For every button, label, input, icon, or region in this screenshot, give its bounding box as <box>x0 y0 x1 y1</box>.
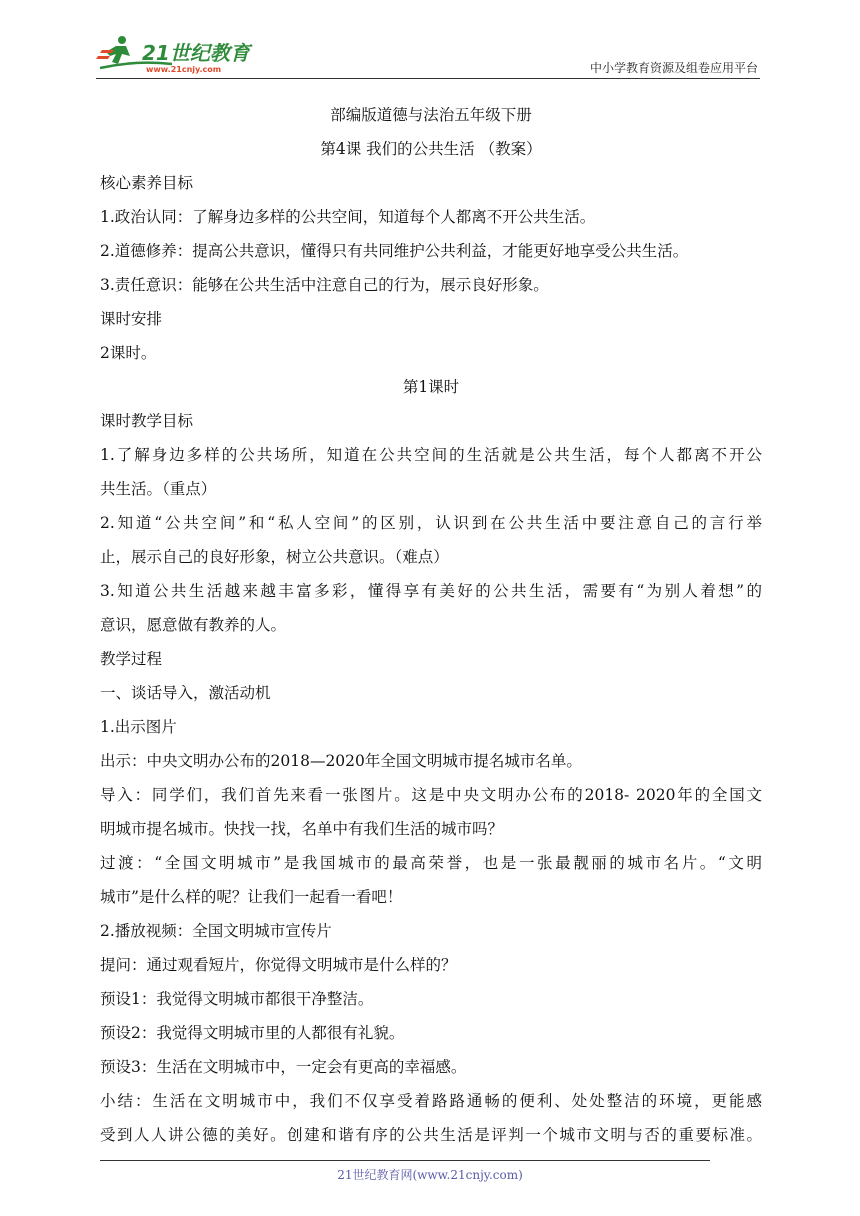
platform-name: 中小学教育资源及组卷应用平台 <box>589 61 758 75</box>
logo-text: 21世纪教育 <box>142 41 250 65</box>
text-line: 一、谈话导入，激活动机 <box>100 684 271 702</box>
text-line: 受到人人讲公德的美好。创建和谐有序的公共生活是评判一个城市文明与否的重要标准。 <box>100 1126 762 1144</box>
text-line: 预设3：生活在文明城市中，一定会有更高的幸福感。 <box>100 1058 467 1076</box>
text-line: 出示：中央文明办公布的2018—2020年全国文明城市提名城市名单。 <box>100 752 582 770</box>
text-line: 城市”是什么样的呢？让我们一起看一看吧！ <box>100 888 403 906</box>
text-line: 止，展示自己的良好形象，树立公共意识。（难点） <box>100 548 449 566</box>
text-line: 1.了解身边多样的公共场所，知道在公共空间的生活就是公共生活，每个人都离不开公 <box>100 446 762 464</box>
logo-url: www.21cnjy.com <box>146 65 222 74</box>
section-heading: 课时安排 <box>100 310 163 328</box>
text-line: 2.知道“公共空间”和“私人空间”的区别，认识到在公共生活中要注意自己的言行举 <box>100 514 762 532</box>
text-line: 小结：生活在文明城市中，我们不仅享受着路路通畅的便利、处处整洁的环境，更能感 <box>100 1092 762 1110</box>
text-line: 2.道德修养：提高公共意识，懂得只有共同维护公共利益，才能更好地享受公共生活。 <box>100 242 689 260</box>
text-line: 3.知道公共生活越来越丰富多彩，懂得享有美好的公共生活，需要有“为别人着想”的 <box>100 582 762 600</box>
text-line: 1.政治认同：了解身边多样的公共空间，知道每个人都离不开公共生活。 <box>100 208 596 226</box>
document-body <box>100 98 762 1152</box>
doc-title: 部编版道德与法治五年级下册 <box>330 106 532 124</box>
text-line: 过渡：“全国文明城市”是我国城市的最高荣誉，也是一张最靓丽的城市名片。“文明 <box>100 854 762 872</box>
logo-21cnjy <box>96 34 271 76</box>
text-line: 意识，愿意做有教养的人。 <box>100 616 287 634</box>
text-line: 明城市提名城市。快找一找，名单中有我们生活的城市吗？ <box>100 820 504 838</box>
text-line: 2.播放视频：全国文明城市宣传片 <box>100 922 332 940</box>
text-line: 3.责任意识：能够在公共生活中注意自己的行为，展示良好形象。 <box>100 276 549 294</box>
section-heading: 核心素养目标 <box>100 174 194 192</box>
text-line: 2课时。 <box>100 344 157 362</box>
page-header <box>96 28 760 80</box>
section-heading: 课时教学目标 <box>100 412 194 430</box>
text-line: 预设1：我觉得文明城市都很干净整洁。 <box>100 990 374 1008</box>
text-line: 1.出示图片 <box>100 718 177 736</box>
footer-link[interactable]: 21世纪教育网(www.21cnjy.com) <box>337 1168 523 1182</box>
text-line: 提问：通过观看短片，你觉得文明城市是什么样的？ <box>100 956 457 974</box>
period-title: 第1课时 <box>402 378 460 396</box>
lesson-title: 第4课 我们的公共生活 （教案） <box>320 140 542 158</box>
section-heading: 教学过程 <box>100 650 163 668</box>
text-line: 导入：同学们，我们首先来看一张图片。这是中央文明办公布的2018- 2020年的全国文 <box>100 786 762 804</box>
header-divider <box>96 78 760 79</box>
footer-divider <box>100 1160 710 1161</box>
text-line: 预设2：我觉得文明城市里的人都很有礼貌。 <box>100 1024 405 1042</box>
text-line: 共生活。（重点） <box>100 480 217 498</box>
